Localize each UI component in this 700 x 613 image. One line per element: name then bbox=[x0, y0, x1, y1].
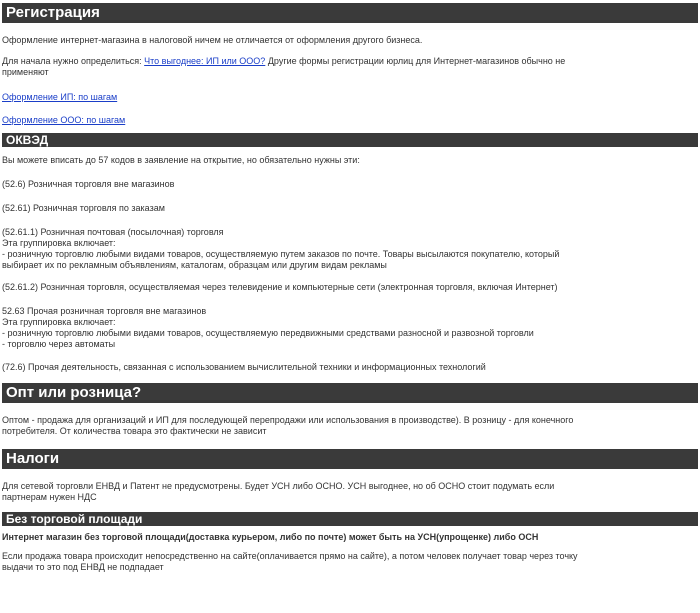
okved-line: - розничную торговлю любыми видами товаров, осуществляемую передвижными средствами разносной и развозной торговли bbox=[2, 328, 534, 338]
ooo-steps-link[interactable]: Оформление ООО: по шагам bbox=[2, 115, 126, 125]
okved-line: (52.61.1) Розничная почтовая (посылочная) торговля bbox=[2, 227, 224, 237]
registration-choice-text bbox=[2, 56, 692, 78]
wholesale-line: Оптом - продажа для организаций и ИП для последующей перепродажи или использования в производстве). В розницу - для конечного bbox=[2, 415, 574, 425]
section-header-taxes: Налоги bbox=[2, 449, 698, 469]
okved-line: - торговлю через автоматы bbox=[2, 339, 116, 349]
okved-code-52-61-1 bbox=[2, 227, 692, 271]
okved-code-52-61-2: (52.61.2) Розничная торговля, осуществляемая через телевидение и компьютерные сети (электронная торговля, включая Интернет) bbox=[2, 282, 558, 292]
okved-line: Эта группировка включает: bbox=[2, 238, 116, 248]
okved-line: выбирает их по рекламным объявлениям, каталогам, образцам или другим видам рекламы bbox=[2, 260, 387, 270]
okved-code-52-6: (52.6) Розничная торговля вне магазинов bbox=[2, 179, 175, 189]
okved-code-52-61: (52.61) Розничная торговля по заказам bbox=[2, 203, 165, 213]
section-header-no-area: Без торговой площади bbox=[2, 512, 698, 526]
registration-choice-after: Другие формы регистрации юрлиц для Интернет-магазинов обычно не bbox=[267, 56, 566, 66]
no-area-text-2 bbox=[2, 551, 692, 573]
registration-choice-line2: применяют bbox=[2, 67, 49, 77]
ip-steps-link[interactable]: Оформление ИП: по шагам bbox=[2, 92, 118, 102]
no-area-line: Интернет магазин без торговой площади(доставка курьером, либо по почте) может быть на УСН(упрощенке) либо ОСН bbox=[2, 532, 539, 542]
taxes-line: Для сетевой торговли ЕНВД и Патент не предусмотрены. Будет УСН либо ОСНО. УСН выгоднее, но об ОСНО стоит подумать если bbox=[2, 481, 555, 491]
taxes-text bbox=[2, 481, 692, 503]
section-header-wholesale: Опт или розница? bbox=[2, 383, 698, 403]
wholesale-text bbox=[2, 415, 692, 437]
okved-code-52-63 bbox=[2, 306, 692, 350]
okved-intro: Вы можете вписать до 57 кодов в заявление на открытие, но обязательно нужны эти: bbox=[2, 155, 360, 165]
section-header-okved: ОКВЭД bbox=[2, 133, 698, 147]
no-area-text-1 bbox=[2, 532, 692, 543]
okved-code-72-6: (72.6) Прочая деятельность, связанная с использованием вычислительной техники и информационных технологий bbox=[2, 362, 486, 372]
taxes-line: партнерам нужен НДС bbox=[2, 492, 97, 502]
registration-choice-before: Для начала нужно определиться: bbox=[2, 56, 142, 66]
no-area-line: выдачи то это под ЕНВД не подпадает bbox=[2, 562, 164, 572]
no-area-line: Если продажа товара происходит непосредственно на сайте(оплачивается прямо на сайте), а потом человек получает товар через точку bbox=[2, 551, 578, 561]
ip-vs-ooo-link[interactable]: Что выгоднее: ИП или ООО? bbox=[144, 56, 266, 66]
okved-line: 52.63 Прочая розничная торговля вне магазинов bbox=[2, 306, 207, 316]
wholesale-line: потребителя. От количества товара это фактически не зависит bbox=[2, 426, 267, 436]
okved-line: - розничную торговлю любыми видами товаров, осуществляемую путем заказов по почте. Товары высылаются покупателю, который bbox=[2, 249, 560, 259]
section-header-registration: Регистрация bbox=[2, 3, 698, 23]
okved-line: Эта группировка включает: bbox=[2, 317, 116, 327]
registration-intro: Оформление интернет-магазина в налоговой ничем не отличается от оформления другого бизнеса. bbox=[2, 35, 423, 45]
